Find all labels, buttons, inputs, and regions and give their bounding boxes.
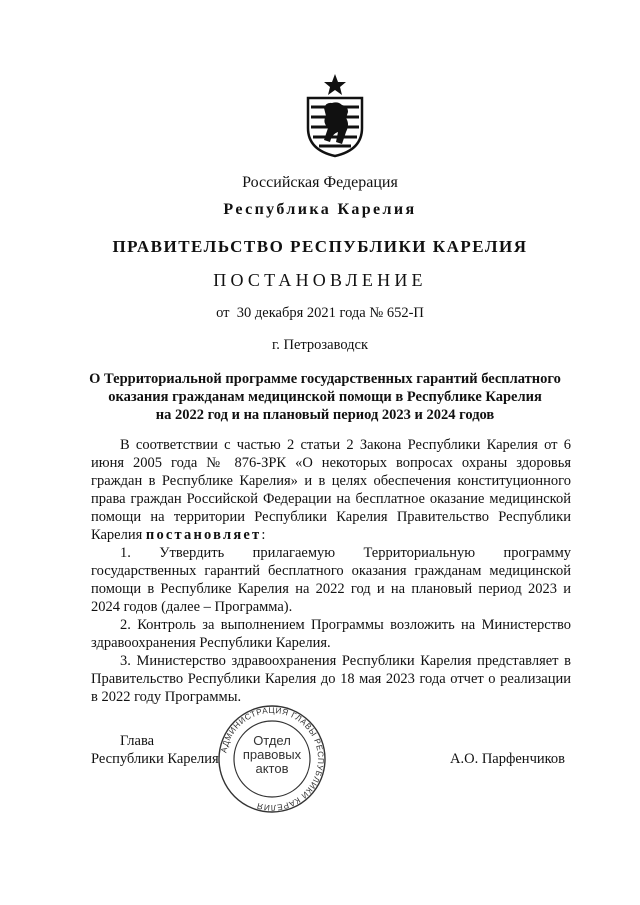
decree-city: г. Петрозаводск xyxy=(271,337,369,353)
preamble-paragraph xyxy=(91,436,571,544)
item-2: 2. Контроль за выполнением Программы возложить на Министерство здравоохранения Республики Карелия. xyxy=(91,617,571,651)
stamp-line3: актов xyxy=(255,761,289,776)
karelia-coat-of-arms-icon xyxy=(302,72,368,158)
country-name: Российская Федерация xyxy=(242,174,398,191)
decrees-colon: : xyxy=(261,527,266,543)
stamp-center-text xyxy=(212,734,332,776)
subject-line: О Территориальной программе государственных гарантий бесплатного xyxy=(89,371,561,387)
subject-line: на 2022 год и на плановый период 2023 и 2024 годов xyxy=(155,407,495,423)
signatory-title-line2: Республики Карелия xyxy=(91,751,219,767)
subject-line: оказания гражданам медицинской помощи в Республике Карелия xyxy=(108,389,542,405)
government-name: ПРАВИТЕЛЬСТВО РЕСПУБЛИКИ КАРЕЛИЯ xyxy=(112,237,528,256)
decree-type: ПОСТАНОВЛЕНИЕ xyxy=(213,270,427,290)
stamp-ring-text: АДМИНИСТРАЦИЯ ГЛАВЫ РЕСПУБЛИКИ КАРЕЛИЯ xyxy=(219,705,326,813)
signatory-name: А.О. Парфенчиков xyxy=(450,751,566,767)
stamp-line1: Отдел xyxy=(253,733,291,748)
republic-name: Республика Карелия xyxy=(223,201,417,218)
item-3: 3. Министерство здравоохранения Республики Карелия представляет в Правительство Республики Карелия до 18 мая 2023 года отчет о реализации в 2022 году Программы. xyxy=(91,653,571,705)
decree-date-number: от 30 декабря 2021 года № 652-П xyxy=(216,305,424,321)
decree-subject xyxy=(80,370,570,424)
preamble-text: В соответствии с частью 2 статьи 2 Закона Республики Карелия от 6 июня 2005 года № 876-ЗРК «О некоторых вопросах охраны здоровья граждан в Республике Карелия» и в целях обеспечения конституционного права граждан Российской Федерации на бесплатное оказание медицинской помощи на территории Республики Карелия Правительство Республики Карелия xyxy=(91,437,571,543)
signatory-title-line1: Глава xyxy=(120,733,155,749)
signatory-title xyxy=(91,732,219,768)
decree-body xyxy=(91,436,571,706)
decrees-word: постановляет xyxy=(145,527,262,543)
stamp-line2: правовых xyxy=(242,747,302,762)
item-1: 1. Утвердить прилагаемую Территориальную программу государственных гарантий бесплатного оказания гражданам медицинской помощи в Республике Карелия на 2022 год и на плановый период 2023 и 2024 годов (далее – Программа). xyxy=(91,545,571,615)
